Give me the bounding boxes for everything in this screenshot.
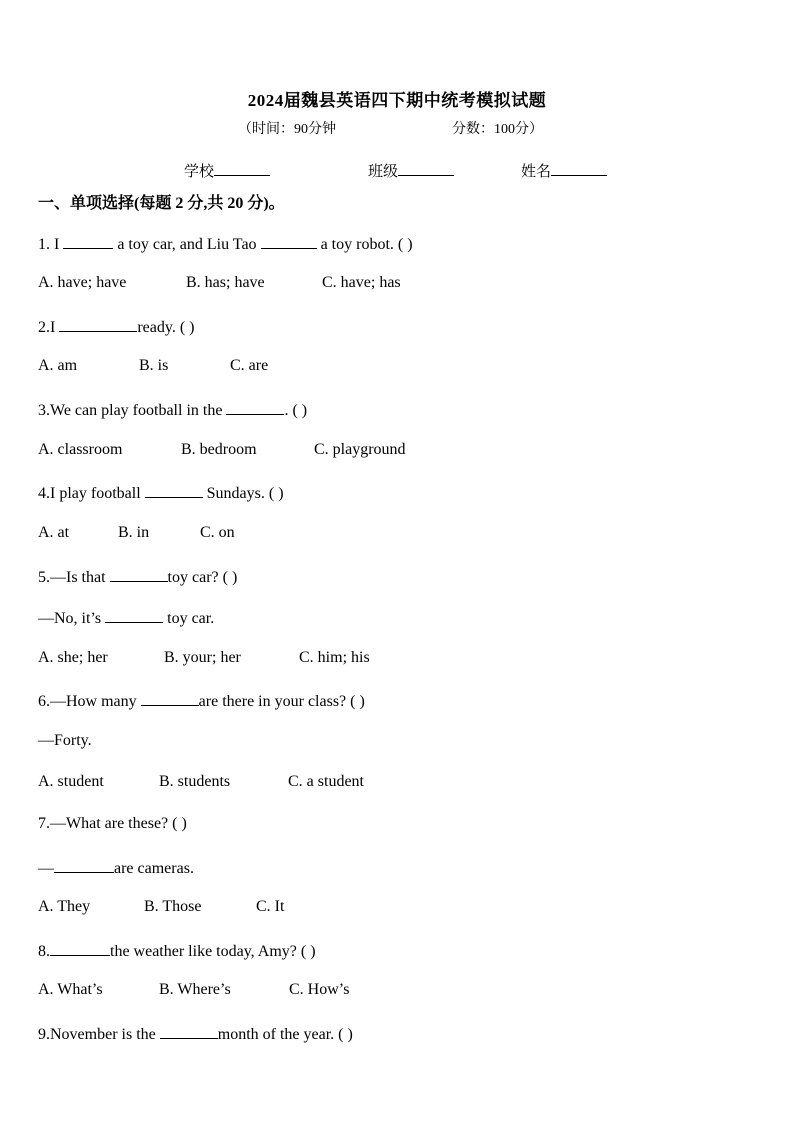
question-7-response: — are cameras. [38,857,194,878]
answer-blank[interactable] [141,690,199,706]
options-6 [38,773,364,791]
question-9: 9.November is the month of the year. ( ) [38,1023,353,1044]
question-4: 4.I play football Sundays. ( ) [38,482,284,503]
question-1: 1. I a toy car, and Liu Tao a toy robot. ( ) [38,233,413,254]
options-1 [38,274,401,292]
question-7: 7.—What are these? ( ) [38,815,187,832]
option-b[interactable]: B. your; her [164,649,241,666]
name-blank[interactable] [551,161,607,176]
answer-blank[interactable] [105,607,163,623]
options-2 [38,357,268,375]
question-6-response: —Forty. [38,732,92,749]
option-b[interactable]: B. students [159,773,231,790]
options-8 [38,981,349,999]
option-c[interactable]: C. have; has [322,274,401,291]
option-b[interactable]: B. Where’s [159,981,231,998]
option-a[interactable]: A. What’s [38,981,103,998]
option-c[interactable]: C. playground [314,441,406,458]
answer-blank[interactable] [226,399,284,415]
option-b[interactable]: B. bedroom [181,441,257,458]
name-field [521,160,607,181]
answer-blank[interactable] [63,233,113,249]
answer-blank[interactable] [145,482,203,498]
option-a[interactable]: A. am [38,357,78,374]
option-c[interactable]: C. a student [288,773,364,790]
question-8: 8. the weather like today, Amy? ( ) [38,940,316,961]
option-b[interactable]: B. Those [144,898,202,915]
question-3: 3.We can play football in the . ( ) [38,399,307,420]
page-title: 2024届魏县英语四下期中统考模拟试题 [247,91,547,110]
exam-score: 分数：100分） [452,122,543,137]
option-b[interactable]: B. in [118,524,150,541]
option-a[interactable]: A. student [38,773,104,790]
name-label: 姓名 [521,164,552,180]
options-3 [38,441,406,459]
option-b[interactable]: B. is [139,357,169,374]
question-6: 6.—How many are there in your class? ( ) [38,690,365,711]
answer-blank[interactable] [59,316,137,332]
school-blank[interactable] [214,161,270,176]
class-field [368,160,454,181]
option-b[interactable]: B. has; have [186,274,265,291]
exam-time: （时间：90分钟 [238,122,336,137]
options-7 [38,898,284,916]
answer-blank[interactable] [160,1023,218,1039]
answer-blank[interactable] [261,233,317,249]
school-label: 学校 [184,164,215,180]
class-blank[interactable] [398,161,454,176]
option-c[interactable]: C. on [200,524,235,541]
option-a[interactable]: A. have; have [38,274,127,291]
school-field [184,160,270,181]
answer-blank[interactable] [110,566,168,582]
option-a[interactable]: A. at [38,524,70,541]
question-5: 5.—Is that toy car? ( ) [38,566,237,587]
section-title: 一、单项选择(每题 2 分,共 20 分)。 [38,195,285,212]
option-c[interactable]: C. It [256,898,285,915]
answer-blank[interactable] [50,940,110,956]
option-c[interactable]: C. him; his [299,649,370,666]
question-2: 2.I ready. ( ) [38,316,194,337]
option-c[interactable]: C. are [230,357,269,374]
question-5-response: —No, it’s toy car. [38,607,214,628]
option-a[interactable]: A. she; her [38,649,108,666]
answer-blank[interactable] [54,857,114,873]
options-5 [38,649,370,667]
options-4 [38,524,235,542]
class-label: 班级 [368,164,399,180]
option-a[interactable]: A. They [38,898,91,915]
option-c[interactable]: C. How’s [289,981,350,998]
option-a[interactable]: A. classroom [38,441,123,458]
